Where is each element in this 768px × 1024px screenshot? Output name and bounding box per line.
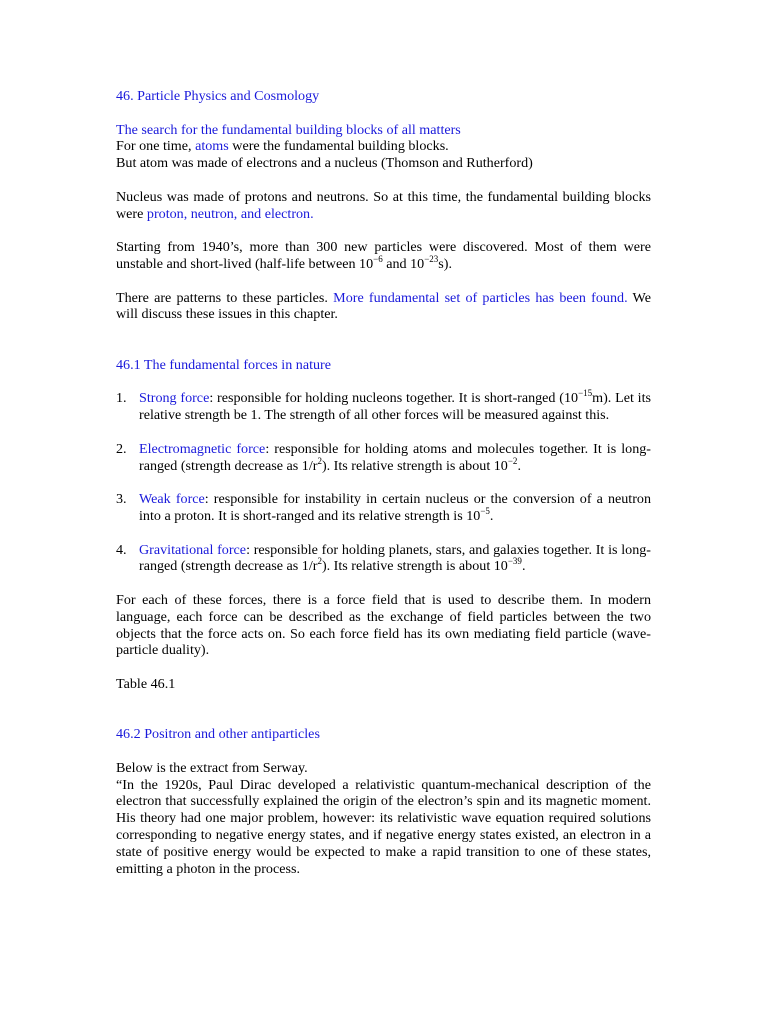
- particles-text-mid: and 10: [382, 255, 425, 272]
- force-text-post: .: [521, 558, 526, 575]
- patterns-text-post: We will discuss these issues in this chapter.: [116, 289, 651, 323]
- serway-intro: Below is the extract from Serway.: [116, 759, 308, 776]
- force-exponent: −2: [507, 455, 518, 466]
- force-item-strong: [116, 390, 651, 424]
- force-item-number: 2.: [116, 440, 127, 457]
- force-exponent: −39: [507, 556, 522, 567]
- force-item-number: 3.: [116, 491, 127, 508]
- section-heading-positron: 46.2 Positron and other antiparticles: [116, 726, 320, 743]
- force-item-number: 1.: [116, 390, 127, 407]
- patterns-text-pre: There are patterns to these particles.: [116, 289, 334, 306]
- particles-text-pre: Starting from 1940’s, more than 300 new particles were discovered. Most of them were unstable and short-lived (half-life between 10: [116, 239, 651, 272]
- atoms-line: [116, 138, 651, 155]
- force-text-mid: ). Its relative strength is about 10: [321, 558, 508, 575]
- table-label: Table 46.1: [116, 675, 176, 692]
- particles-paragraph: [116, 239, 651, 273]
- force-text-pre: : responsible for holding atoms and molecules together. It is long-ranged (strength decrease as 1/r: [139, 440, 651, 474]
- force-name: Weak force: [139, 491, 205, 508]
- force-name: Gravitational force: [139, 541, 247, 558]
- force-exponent: −15: [578, 388, 593, 399]
- force-text-post: .: [517, 457, 521, 474]
- force-text-pre: : responsible for holding nucleons together. It is short-ranged (10: [209, 390, 579, 407]
- force-name: Strong force: [139, 390, 210, 407]
- force-r-exponent: 2: [317, 455, 322, 466]
- force-exponent: −5: [480, 505, 490, 516]
- force-field-paragraph: For each of these forces, there is a force field that is used to describe them. In modern language, each force can be described as the exchange of field particles between the two objects that the force acts on. So each force field has its own mediating field particle (wave-particle duality).: [116, 591, 651, 659]
- particles-text-post: s).: [438, 255, 452, 272]
- force-text-post: .: [489, 507, 494, 524]
- particles-exp1: −6: [373, 253, 383, 264]
- force-name: Electromagnetic force: [139, 440, 266, 457]
- patterns-paragraph: [116, 290, 651, 324]
- section-heading-forces: 46.1 The fundamental forces in nature: [116, 356, 331, 373]
- atom-made-of-line: But atom was made of electrons and a nucleus (Thomson and Rutherford): [116, 155, 533, 172]
- force-r-exponent: 2: [317, 556, 322, 567]
- nucleus-highlight: proton, neutron, and electron.: [146, 205, 314, 222]
- force-item-electromagnetic: [116, 441, 651, 475]
- force-text-mid: ). Its relative strength is about 10: [321, 457, 508, 474]
- force-text-pre: : responsible for holding planets, stars, and galaxies together. It is long-ranged (strength decrease as 1/r: [139, 541, 651, 575]
- nucleus-text: Nucleus was made of protons and neutrons. So at this time, the fundamental building blocks were: [116, 188, 651, 222]
- atoms-highlight: atoms: [195, 138, 229, 155]
- force-item-gravitational: [116, 542, 651, 576]
- particles-exp2: −23: [424, 253, 439, 264]
- atoms-line-post: were the fundamental building blocks.: [228, 138, 449, 155]
- page-title: 46. Particle Physics and Cosmology: [116, 88, 320, 104]
- atoms-line-pre: For one time,: [116, 138, 196, 155]
- nucleus-paragraph: [116, 189, 651, 223]
- force-item-weak: [116, 491, 651, 525]
- force-text-post: m). Let its relative strength be 1. The strength of all other forces will be measured against this.: [139, 390, 651, 424]
- document-page: [116, 88, 651, 877]
- section-heading-search: The search for the fundamental building blocks of all matters: [116, 121, 461, 138]
- force-text-pre: : responsible for instability in certain nucleus or the conversion of a neutron into a proton. It is short-ranged and its relative strength is 10: [139, 491, 651, 524]
- dirac-quote: “In the 1920s, Paul Dirac developed a relativistic quantum-mechanical description of the electron that successfully explained the origin of the electron’s spin and its magnetic moment. His theory had one major problem, however: its relativistic wave equation required solutions corresponding to negative energy states, and if negative energy states existed, an electron in a state of positive energy would be expected to make a rapid transition to one of these states, emitting a photon in the process.: [116, 776, 651, 877]
- force-item-number: 4.: [116, 541, 127, 558]
- patterns-highlight: More fundamental set of particles has been found.: [333, 289, 628, 306]
